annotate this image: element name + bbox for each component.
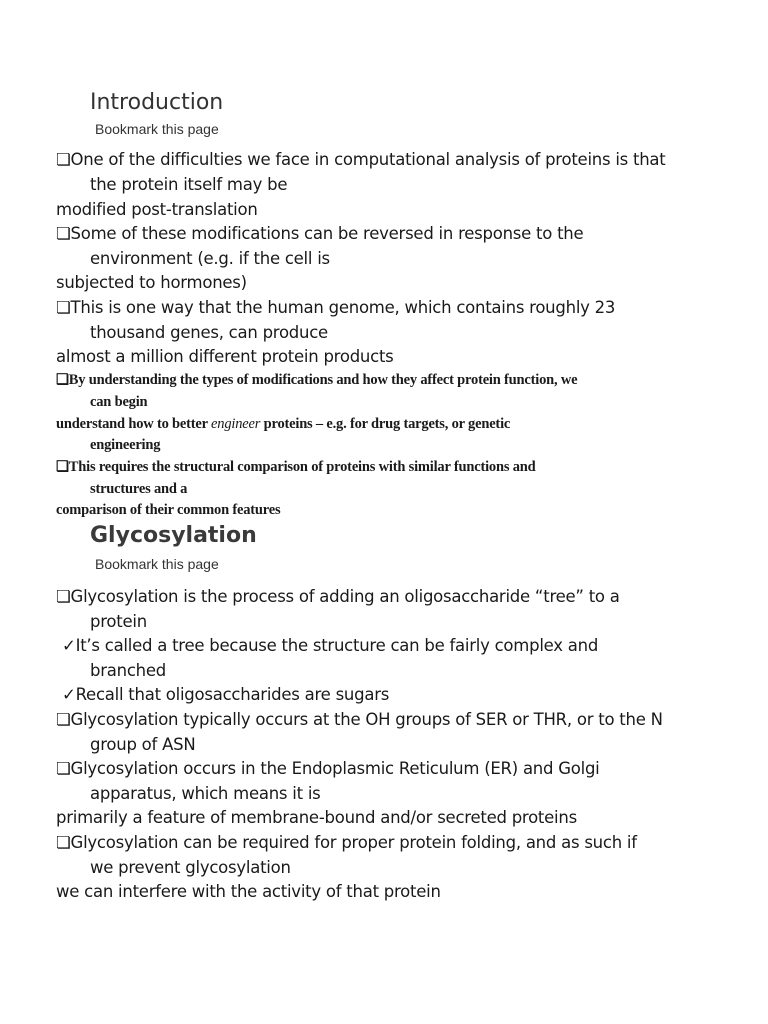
text-line: ❏Some of these modifications can be reversed in response to the (56, 224, 584, 243)
text-line: ❏Glycosylation occurs in the Endoplasmic Reticulum (ER) and Golgi (56, 759, 600, 778)
text-line: branched (90, 661, 166, 680)
text-line: protein (90, 612, 147, 631)
text-line-mixed (56, 416, 510, 433)
section-title-introduction: Introduction (90, 90, 224, 115)
text-line: the protein itself may be (90, 175, 288, 194)
text-line: ❏Glycosylation is the process of adding an oligosaccharide “tree” to a (56, 587, 620, 606)
text-line: we can interfere with the activity of that protein (56, 882, 441, 901)
text-line: ❏One of the difficulties we face in computational analysis of proteins is that (56, 150, 666, 169)
text-line: structures and a (90, 481, 188, 497)
text-line: modified post-translation (56, 200, 258, 219)
text-segment: proteins – e.g. for drug targets, or genetic (260, 416, 511, 432)
text-line: ❏Glycosylation typically occurs at the OH groups of SER or THR, or to the N (56, 710, 663, 729)
text-line: thousand genes, can produce (90, 323, 328, 342)
text-line: almost a million different protein products (56, 347, 394, 366)
emphasized-word: engineer (211, 416, 261, 432)
text-line: subjected to hormones) (56, 273, 247, 292)
text-line: ❏This is one way that the human genome, which contains roughly 23 (56, 298, 616, 317)
text-segment: understand how to better (56, 416, 212, 432)
text-line: ✓It’s called a tree because the structure can be fairly complex and (62, 636, 599, 655)
text-line: can begin (90, 394, 148, 410)
text-line: ❏By understanding the types of modifications and how they affect protein function, we (56, 372, 578, 388)
text-line: we prevent glycosylation (90, 858, 291, 877)
text-line: ❏Glycosylation can be required for proper protein folding, and as such if (56, 833, 637, 852)
text-line: apparatus, which means it is (90, 784, 321, 803)
text-line: environment (e.g. if the cell is (90, 249, 330, 268)
text-line: ❏This requires the structural comparison of proteins with similar functions and (56, 459, 536, 475)
text-line: group of ASN (90, 735, 196, 754)
text-line: primarily a feature of membrane-bound and/or secreted proteins (56, 808, 577, 827)
text-line: ✓Recall that oligosaccharides are sugars (62, 685, 390, 704)
text-line: comparison of their common features (56, 502, 281, 518)
text-line: engineering (90, 437, 161, 453)
bookmark-link-glycosylation[interactable]: Bookmark this page (95, 556, 219, 572)
section-title-glycosylation: Glycosylation (90, 523, 257, 548)
bookmark-link-introduction[interactable]: Bookmark this page (95, 121, 219, 137)
